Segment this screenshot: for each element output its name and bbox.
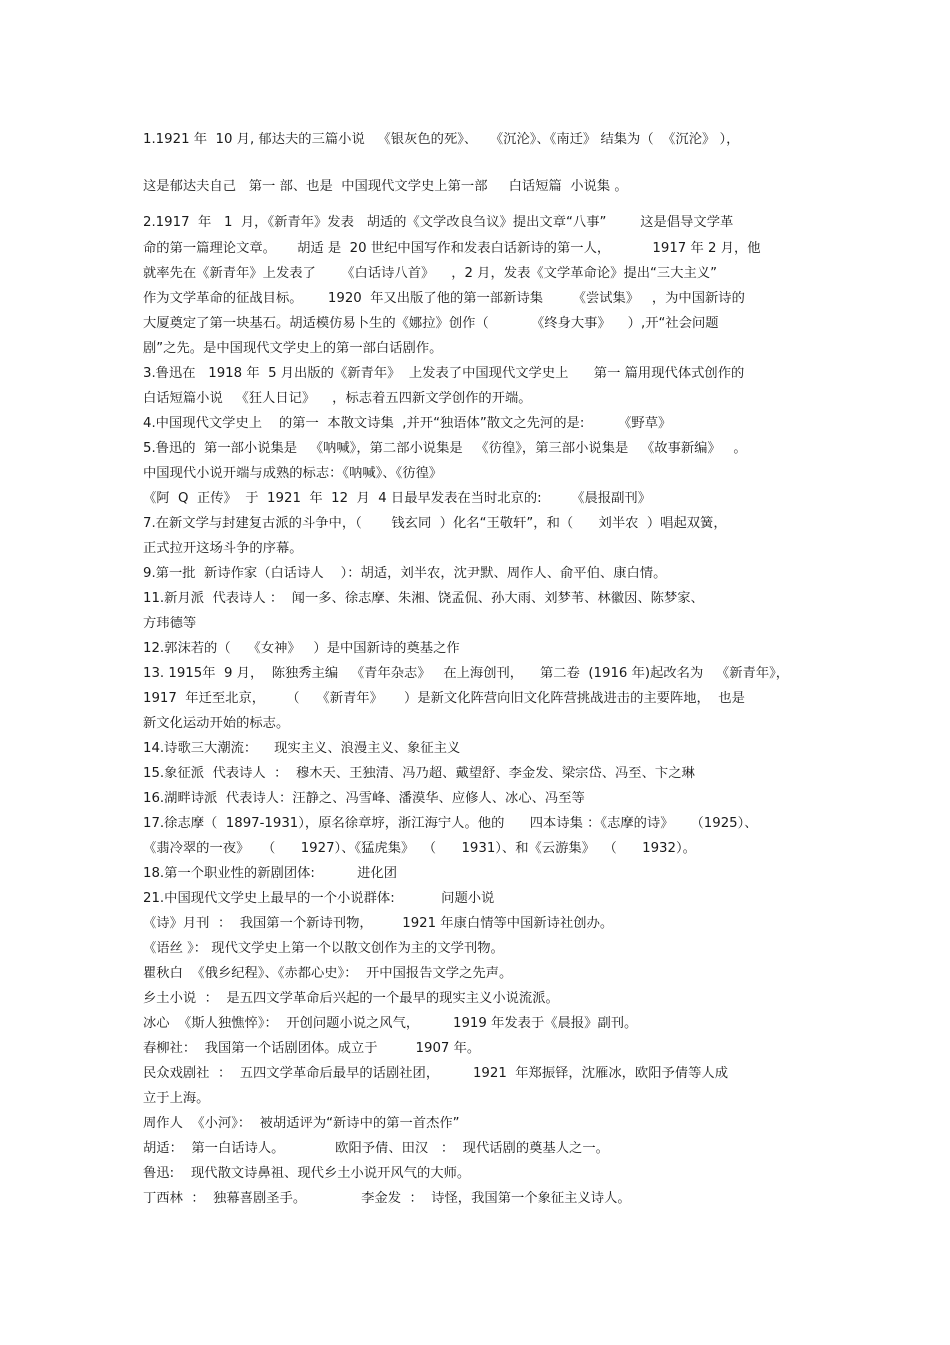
text-line: 1.1921 年 10 月, 郁达夫的三篇小说 《银灰色的死》、 《沉沦》、《南迁》 结集为（ 《沉沦》 ），: [143, 132, 740, 147]
text-line: 鲁迅: 现代散文诗鼻祖、现代乡土小说开风气的大师。: [143, 1166, 471, 1181]
text-line: 中国现代小说开端与成熟的标志：《呐喊》、《彷徨》: [143, 466, 443, 481]
text-line: 11.新月派 代表诗人 ： 闻一多、徐志摩、朱湘、饶孟侃、孙大雨、刘梦苇、林徽因、陈梦家、: [143, 591, 704, 606]
text-line: 《诗》月刊 ： 我国第一个新诗刊物， 1921 年康白情等中国新诗社创办。: [143, 916, 614, 931]
text-line: 方玮德等: [143, 616, 197, 631]
text-line: 12.郭沫若的（ 《女神》 ）是中国新诗的奠基之作: [143, 641, 460, 656]
text-line: 5.鲁迅的 第一部小说集是 《呐喊》，第二部小说集是 《彷徨》，第三部小说集是 《故事新编》 。: [143, 441, 747, 456]
text-line: 《语丝 》： 现代文学史上第一个以散文创作为主的文学刊物。: [143, 941, 504, 956]
text-line: 9.第一批 新诗作家（白话诗人 ）：胡适，刘半农，沈尹默、周作人、俞平伯、康白情。: [143, 566, 667, 581]
text-line: 16.湖畔诗派 代表诗人：汪静之、冯雪峰、潘漠华、应修人、冰心、冯至等: [143, 791, 585, 806]
text-line: 新文化运动开始的标志。: [143, 716, 290, 731]
text-line: 胡适： 第一白话诗人。 欧阳予倩、田汉 ： 现代话剧的奠基人之一。: [143, 1141, 609, 1156]
text-line: 作为文学革命的征战目标。 1920 年又出版了他的第一部新诗集 《尝试集》 ，为中国新诗的: [143, 291, 745, 306]
text-line: 15.象征派 代表诗人 ： 穆木天、王独清、冯乃超、戴望舒、李金发、梁宗岱、冯至、卞之琳: [143, 766, 695, 781]
text-line: 瞿秋白 《俄乡纪程》、《赤都心史》： 开中国报告文学之先声。: [143, 966, 513, 981]
text-line: 白话短篇小说 《狂人日记》 ，标志着五四新文学创作的开端。: [143, 391, 532, 406]
text-line: 春柳社： 我国第一个话剧团体。成立于 1907 年。: [143, 1041, 481, 1056]
text-line: 命的第一篇理论文章。 胡适 是 20 世纪中国写作和发表白话新诗的第一人， 1917 年 2 月，他: [143, 241, 761, 256]
text-line: 7.在新文学与封建复古派的斗争中，（ 钱玄同 ）化名“王敬轩”，和（ 刘半农 ）唱起双簧，: [143, 516, 727, 531]
text-line: 4.中国现代文学史上 的第一 本散文诗集 ,并开“独语体”散文之先河的是: 《野草》: [143, 416, 672, 431]
text-line: 剧”之先。是中国现代文学史上的第一部白话剧作。: [143, 341, 443, 356]
text-line: 1917 年迁至北京， （ 《新青年》 ）是新文化阵营向旧文化阵营挑战进击的主要阵地， 也是: [143, 691, 745, 706]
text-line: 18.第一个职业性的新剧团体: 进化团: [143, 866, 398, 881]
text-line: 《阿 Q 正传》 于 1921 年 12 月 4 日最早发表在当时北京的: 《晨报副刊》: [143, 491, 652, 506]
text-line: 大厦奠定了第一块基石。胡适模仿易卜生的《娜拉》创作（ 《终身大事》 ）,开“社会问题: [143, 316, 719, 331]
text-line: 14.诗歌三大潮流： 现实主义、浪漫主义、象征主义: [143, 741, 461, 756]
text-line: 这是郁达夫自己 第一 部、也是 中国现代文学史上第一部 白话短篇 小说集 。: [143, 179, 628, 194]
text-line: 乡土小说 ： 是五四文学革命后兴起的一个最早的现实主义小说流派。: [143, 991, 559, 1006]
text-line: 2.1917 年 1 月，《新青年》发表 胡适的《文学改良刍议》提出文章“八事” 这是倡导文学革: [143, 215, 734, 230]
text-line: 正式拉开这场斗争的序幕。: [143, 541, 303, 556]
text-line: 丁西林 ： 独幕喜剧圣手。 李金发 ： 诗怪，我国第一个象征主义诗人。: [143, 1191, 631, 1206]
text-line: 21.中国现代文学史上最早的一个小说群体: 问题小说: [143, 891, 495, 906]
text-line: 3.鲁迅在 1918 年 5 月出版的《新青年》 上发表了中国现代文学史上 第一 篇用现代体式创作的: [143, 366, 745, 381]
text-line: 13. 1915年 9 月， 陈独秀主编 《青年杂志》 在上海创刊， 第二卷 (1916 年)起改名为 《新青年》，: [143, 666, 790, 681]
text-line: 就率先在《新青年》上发表了 《白话诗八首》 ，2 月，发表《文学革命论》提出“三大主义”: [143, 266, 718, 281]
text-line: 《翡冷翠的一夜》 （ 1927）、《猛虎集》 （ 1931）、和《云游集》 （ 1932）。: [143, 841, 696, 856]
text-line: 冰心 《斯人独憔悴》： 开创问题小说之风气， 1919 年发表于《晨报》副刊。: [143, 1016, 638, 1031]
text-line: 民众戏剧社 ： 五四文学革命后最早的话剧社团， 1921 年郑振铎，沈雁冰，欧阳予倩等人成: [143, 1066, 728, 1081]
text-line: 立于上海。: [143, 1091, 210, 1106]
text-line: 周作人 《小河》： 被胡适评为“新诗中的第一首杰作”: [143, 1116, 460, 1131]
text-line: 17.徐志摩（ 1897-1931），原名徐章垿，浙江海宁人。他的 四本诗集 ：《志摩的诗》 （1925）、: [143, 816, 758, 831]
